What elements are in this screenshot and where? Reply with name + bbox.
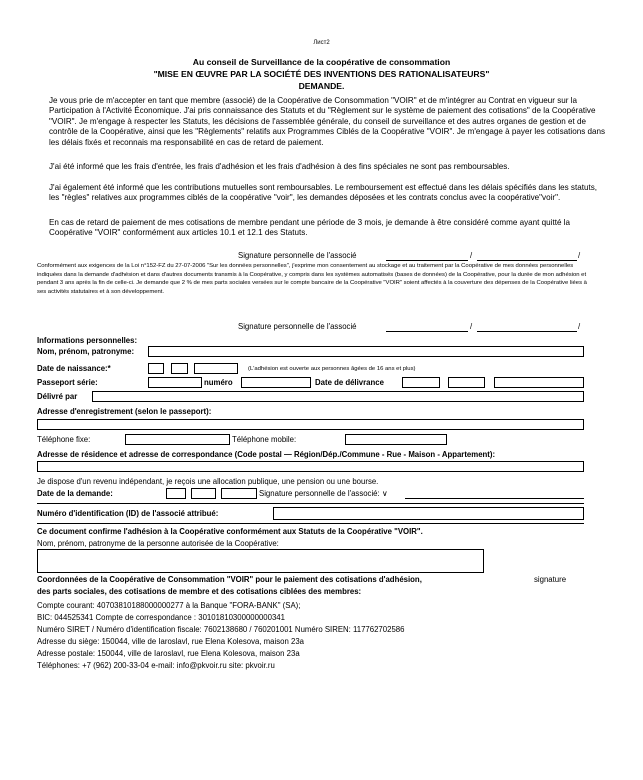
header-line-2: "MISE EN ŒUVRE PAR LA SOCIÉTÉ DES INVENTIONS DES RATIONALISATEURS" xyxy=(153,69,490,79)
request-month-input[interactable] xyxy=(191,488,216,499)
sheet-label: Лист2 xyxy=(313,40,330,46)
paragraph-fees: J'ai été informé que les frais d'entrée, les frais d'adhésion et les frais d'adhésion à des fins spéciales ne sont pas remboursables. xyxy=(49,162,510,171)
passport-number-input[interactable] xyxy=(241,377,311,388)
passport-series-input[interactable] xyxy=(148,377,202,388)
request-date-label: Date de la demande: xyxy=(37,489,113,498)
passport-number-label: numéro xyxy=(204,378,233,387)
slash-2b: / xyxy=(578,322,581,331)
header-line-3: DEMANDE. xyxy=(298,81,345,91)
name-line-2[interactable] xyxy=(477,331,577,332)
registration-address-input[interactable] xyxy=(37,419,584,430)
request-signature-line[interactable] xyxy=(405,498,584,499)
paragraph-late-payment: En cas de retard de paiement de mes cotisations de membre pendant une période de 3 mois, je demande à être considéré comme ayant quitté la Coopérative "VOIR" conformément aux articles 10.1 et 12.1 des Statuts. xyxy=(49,218,571,238)
bank-line-siret: Numéro SIRET / Numéro d'identification fiscale: 7602138680 / 760201001 Numéro SIREN: 117762702586 xyxy=(37,625,405,634)
issued-by-label: Délivré par xyxy=(37,392,78,401)
bank-line-contacts: Téléphones: +7 (962) 200-33-04 e-mail: info@pkvoir.ru site: pkvoir.ru xyxy=(37,661,275,670)
issued-by-input[interactable] xyxy=(92,391,584,402)
birth-date-label: Date de naissance:* xyxy=(37,364,111,373)
residence-address-input[interactable] xyxy=(37,461,584,472)
slash-1b: / xyxy=(578,251,581,260)
mobile-label: Téléphone mobile: xyxy=(232,435,297,444)
header-line-1: Au conseil de Surveillance de la coopérative de consommation xyxy=(192,57,451,67)
full-name-label: Nom, prénom, patronyme: xyxy=(37,347,135,356)
registration-address-label: Adresse d'enregistrement (selon le passeport): xyxy=(37,407,212,416)
authorized-person-input[interactable] xyxy=(37,549,484,573)
birth-month-input[interactable] xyxy=(171,363,188,374)
age-note: (L'adhésion est ouverte aux personnes âgées de 16 ans et plus) xyxy=(248,366,416,372)
income-note: Je dispose d'un revenu indépendant, je reçois une allocation publique, une pension ou une bourse. xyxy=(37,477,379,486)
personal-info-heading: Informations personnelles: xyxy=(37,336,138,345)
request-day-input[interactable] xyxy=(166,488,186,499)
signature-label-1: Signature personnelle de l'associé xyxy=(238,251,357,260)
bank-signature-label: signature xyxy=(534,575,567,584)
birth-year-input[interactable] xyxy=(194,363,238,374)
paragraph-membership: Je vous prie de m'accepter en tant que membre (associé) de la Coopérative de Consommation "VOIR" et de m'intégrer au Contrat en vigueur sur la Participation à l'Activité Économique. J'ai pris connaissance des Statuts et du "Règlement sur le système de paiement des cotisations" de la Coopérative "VOIR". Je m'engage à respecter les Statuts, les décisions de l'assemblée générale, du conseil de surveillance et des autres organes de gestion et de contrôle de la Coopérative, ainsi que les "Règlements" relatifs aux Programmes Ciblés de la Coopérative "VOIR". Je m'engage à payer les cotisations dans les délais fixés et reconnais ma responsabilité en cas de retard de paiement. xyxy=(49,96,606,147)
residence-address-label: Adresse de résidence et adresse de correspondance (Code postal — Région/Dép./Commune - Rue - Maison - Appartement): xyxy=(37,450,496,459)
bank-line-account: Compte courant: 40703810188000000277 à la Banque "FORA-BANK" (SA); xyxy=(37,601,301,610)
signature-line-1[interactable] xyxy=(386,260,468,261)
mobile-input[interactable] xyxy=(345,434,447,445)
slash-1: / xyxy=(470,251,473,260)
divider-2 xyxy=(37,523,584,524)
issue-day-input[interactable] xyxy=(402,377,440,388)
birth-day-input[interactable] xyxy=(148,363,164,374)
paragraph-refunds: J'ai également été informé que les contributions mutuelles sont remboursables. Le remboursement est effectué dans les délais spécifiés dans les statuts, les "règles" relatives aux programmes ciblés de la coopérative "voir", les demandes déposées et les contrats conclus avec la coopérative"voir". xyxy=(49,183,598,203)
bank-heading-1: Coordonnées de la Coopérative de Consommation "VOIR" pour le paiement des cotisations d'adhésion, xyxy=(37,575,422,584)
divider-1 xyxy=(37,503,584,504)
passport-series-label: Passeport série: xyxy=(37,378,98,387)
member-id-input[interactable] xyxy=(273,507,584,520)
bank-heading-2: des parts sociales, des cotisations de membre et des cotisations ciblées des membres: xyxy=(37,587,362,596)
issue-year-input[interactable] xyxy=(494,377,584,388)
member-id-label: Numéro d'identification (ID) de l'associé attribué: xyxy=(37,509,219,518)
landline-input[interactable] xyxy=(125,434,230,445)
bank-line-postal: Adresse postale: 150044, ville de Iaroslavl, rue Elena Kolesova, maison 23a xyxy=(37,649,300,658)
request-year-input[interactable] xyxy=(221,488,257,499)
full-name-input[interactable] xyxy=(148,346,584,357)
signature-line-2[interactable] xyxy=(386,331,468,332)
issue-month-input[interactable] xyxy=(448,377,485,388)
slash-2: / xyxy=(470,322,473,331)
confirmation-title: Ce document confirme l'adhésion à la Coopérative conformément aux Statuts de la Coopérative "VOIR". xyxy=(37,527,423,536)
signature-v-label: Signature personnelle de l'associé: ∨ xyxy=(259,489,388,498)
name-line-1[interactable] xyxy=(477,260,577,261)
landline-label: Téléphone fixe: xyxy=(37,435,91,444)
signature-label-2: Signature personnelle de l'associé xyxy=(238,322,357,331)
issue-date-label: Date de délivrance xyxy=(315,378,384,387)
consent-text: Conformément aux exigences de la Loi n°152-FZ du 27-07-2006 "Sur les données personnelles", j'exprime mon consentement au stockage et au traitement par la Coopérative de mes données personnelles indiquées dans la demande d'adhésion et dans d'autres documents transmis à la Coopérative, y compris dans les systèmes automatisés (bases de données) de la Coopérative, pour la durée de mon adhésion et pendant 3 ans après la fin de celle-ci. Je demande que 2 % de mes parts sociales versées sur le compte bancaire de la Coopérative "VOIR" soient affectés à la couverture des dépenses de la Coopérative liées à ses activités statutaires et à son développement. xyxy=(37,263,587,295)
bank-line-head-office: Adresse du siège: 150044, ville de Iaroslavl, rue Elena Kolesova, maison 23a xyxy=(37,637,304,646)
bank-line-bic: BIC: 044525341 Compte de correspondance : 30101810300000000341 xyxy=(37,613,285,622)
authorized-person-label: Nom, prénom, patronyme de la personne autorisée de la Coopérative: xyxy=(37,539,279,548)
